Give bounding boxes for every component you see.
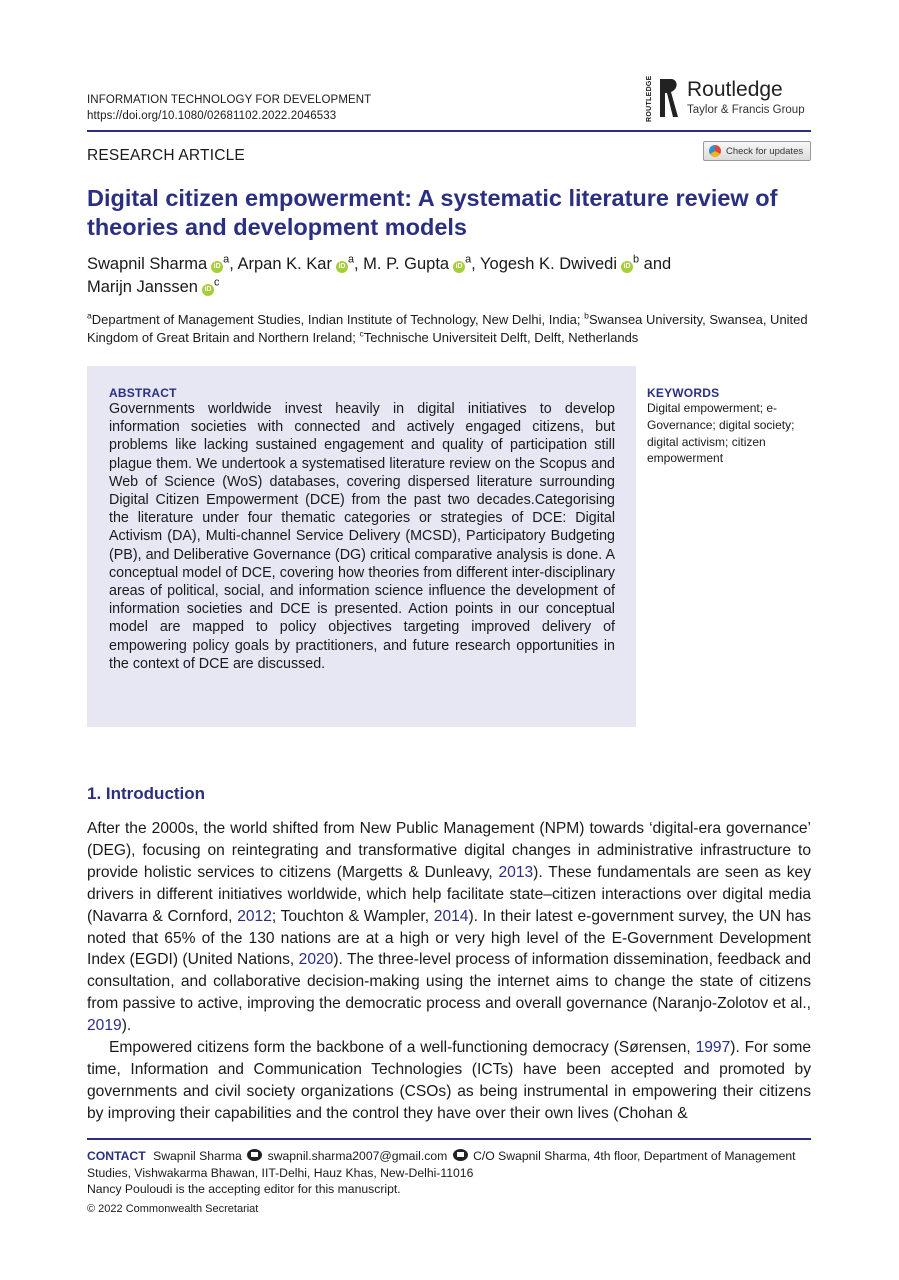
orcid-icon[interactable]: iD [453,261,465,273]
author [363,255,471,273]
author [237,255,354,273]
author-name[interactable]: M. P. Gupta [363,255,450,273]
affiliations [87,311,811,347]
author-name[interactable]: Yogesh K. Dwivedi [480,255,618,273]
orcid-icon[interactable]: iD [621,261,633,273]
affiliation-text: Swansea University, Swansea, United Kingdom of Great Britain and Northern Ireland; [87,312,808,345]
keywords-text: Digital empowerment; e-Governance; digital society; digital activism; citizen empowerment [647,401,795,466]
text-run: Empowered citizens form the backbone of a well-functioning democracy (Sørensen, [109,1039,696,1057]
text-run: After the 2000s, the world shifted from New Public Management (NPM) towards ‘digital-era governance’ (DEG), focusing on reintegrating and transformative digital changes in administrative infrastructure to provide holistic services to citizens (Margetts & Dunleavy, [87,820,811,881]
abstract-heading: ABSTRACT [109,386,177,400]
contact-email[interactable]: swapnil.sharma2007@gmail.com [267,1149,448,1163]
citation-link[interactable]: 2020 [298,951,334,969]
contact-info [87,1148,811,1181]
author-affiliation-mark: a [223,253,230,266]
author-affiliation-mark: a [347,253,354,266]
introduction-body [87,818,811,1125]
author-name[interactable]: Swapnil Sharma [87,255,208,273]
article-title: Digital citizen empowerment: A systematic literature review of theories and development models [87,185,778,240]
text-run: ). The three-level process of information dissemination, feedback and consultation, and collaborative decision-making using the internet aims to change the state of citizens from passive to active, improving the democratic process and overall governance (Naranjo-Zolotov et al., [87,951,811,1013]
journal-name: INFORMATION TECHNOLOGY FOR DEVELOPMENT [87,94,372,106]
citation-link[interactable]: 2014 [433,907,469,925]
publisher-vertical-text: ROUTLEDGE [646,75,653,122]
article-type: RESEARCH ARTICLE [87,147,245,164]
paragraph [87,818,811,1037]
check-updates-button[interactable] [703,141,811,161]
author-conjunction: and [643,255,672,273]
text-run: ; Touchton & Wampler, [271,907,434,925]
footer-rule [87,1138,811,1140]
check-updates-label: Check for updates [726,145,804,157]
routledge-r-icon [658,77,680,119]
address-icon [453,1149,468,1161]
abstract-text: Governments worldwide invest heavily in digital initiatives to develop information societies with connected and actively engaged citizens, but problems like lacking sustained engagement and quality of participation still plague them. We undertook a systematised literature review on the Scopus and Web of Science (WoS) databases, covering dispersed literature surrounding Digital Citizen Empowerment (DCE) from the past two decades.Categorising the literature under four thematic categories or strategies of DCE: Digital Activism (DA), Multi-channel Service Delivery (MCSD), Participatory Budgeting (PB), and Deliberative Governance (DG) critical comparative analysis is done. A conceptual model of DCE, covering how theories from different inter-disciplinary areas of political, social, and information science influence the development of information societies and DCE is presented. Action points in our conceptual model are mapped to policy objectives targeting improved delivery of empowering policy goals by practitioners, and future research opportunities in the context of DCE are discussed. [109,401,615,672]
orcid-icon[interactable]: iD [211,261,223,273]
contact-address: C/O Swapnil Sharma, 4th floor, Department of Management Studies, Vishwakarma Bhawan, IIT-Delhi, Hauz Khas, New-Delhi-11016 [87,1149,796,1180]
section-heading-introduction: 1. Introduction [87,784,206,803]
email-icon [247,1149,262,1161]
affiliation-text: Technische Universiteit Delft, Delft, Netherlands [363,330,639,345]
orcid-icon[interactable]: iD [202,284,214,296]
header-rule [87,130,811,132]
affiliation-text: Department of Management Studies, Indian Institute of Technology, New Delhi, India; [91,312,581,327]
editor-note: Nancy Pouloudi is the accepting editor for this manuscript. [87,1182,401,1196]
text-run: ). In their latest e-government survey, the UN has noted that 65% of the 130 nations are at a high or very high level of the E-Government Development Index (EGDI) (United Nations, [87,907,811,969]
orcid-icon[interactable]: iD [336,261,348,273]
affiliation-mark: c [359,328,364,339]
copyright: © 2022 Commonwealth Secretariat [87,1203,259,1215]
author-affiliation-mark: b [633,253,640,266]
routledge-logo [646,76,811,124]
author-affiliation-mark: a [465,253,472,266]
affiliation-mark: b [584,310,589,321]
author-affiliation-mark: c [213,276,220,289]
paragraph [87,1037,811,1125]
text-run: ). [121,1017,132,1035]
citation-link[interactable]: 1997 [695,1039,731,1057]
publisher-name: Routledge [687,78,783,101]
text-run: ). For some time, Information and Communication Technologies (ICTs) have been accepted and promoted by governments and civil society organizations (CSOs) as being instrumental in empowering their citizens by improving their capabilities and the control they have over their own lives (Chohan & [87,1039,811,1122]
contact-label: CONTACT [87,1149,146,1163]
citation-link[interactable]: 2013 [498,863,534,881]
journal-header [87,92,371,124]
author [87,255,229,273]
text-run: ). These fundamentals are seen as key drivers in different initiatives worldwide, which help facilitate state–citizen interactions over digital media (Navarra & Cornford, [87,863,811,925]
author [480,255,639,273]
citation-link[interactable]: 2012 [237,907,272,925]
author-name[interactable]: Arpan K. Kar [237,255,332,273]
crossmark-icon [709,145,721,157]
contact-name: Swapnil Sharma [153,1149,242,1163]
publisher-group: Taylor & Francis Group [687,104,805,116]
author-name[interactable]: Marijn Janssen [87,278,198,296]
keywords-heading: KEYWORDS [647,386,720,400]
article-page [87,0,811,1280]
author [87,278,219,296]
doi-link[interactable]: https://doi.org/10.1080/02681102.2022.2046533 [87,110,337,122]
citation-link[interactable]: 2019 [87,1017,122,1035]
author-list: Swapnil Sharma $iD^a$, Arpan K. Kar $iD^a$, M. P. Gupta $iD^a$, Yogesh K. Dwivedi $iD^b$ and Marijn Janssen $iD^c$ [87,253,672,296]
affiliation-mark: a [87,310,92,321]
